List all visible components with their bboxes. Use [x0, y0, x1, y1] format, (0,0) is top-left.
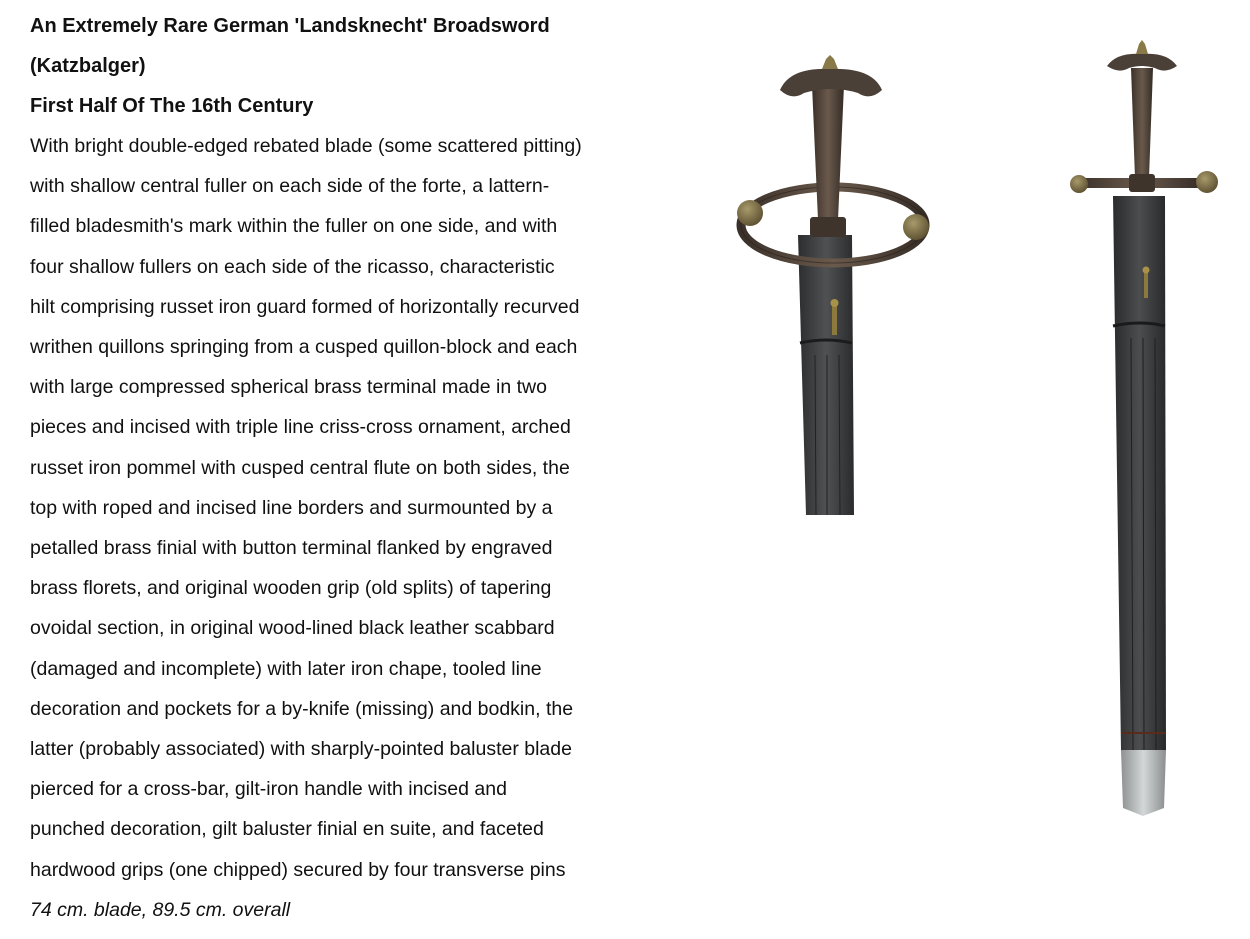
description-line: with large compressed spherical brass terminal made in two: [30, 376, 547, 399]
description-line: filled bladesmith's mark within the fuller on one side, and with: [30, 215, 558, 238]
description-line: punched decoration, gilt baluster finial en suite, and faceted: [30, 818, 544, 841]
subtitle-date: First Half Of The 16th Century: [30, 95, 314, 117]
description-line: with shallow central fuller on each side of the forte, a lattern-: [30, 175, 550, 198]
description-line: decoration and pockets for a by-knife (missing) and bodkin, the: [30, 697, 574, 720]
listing-text: [30, 6, 690, 930]
sword-hilt-photo: [730, 55, 940, 525]
description-line: writhen quillons springing from a cusped quillon-block and each: [30, 336, 578, 359]
title-line-2: (Katzbalger): [30, 55, 146, 77]
sword-hilt-illustration: [730, 55, 940, 525]
description-line: ovoidal section, in original wood-lined black leather scabbard: [30, 617, 555, 640]
sword-full-photo: [1065, 38, 1225, 823]
description-line: pierced for a cross-bar, gilt-iron handle with incised and: [30, 778, 507, 801]
description-line: top with roped and incised line borders and surmounted by a: [30, 496, 553, 519]
title-line-1: An Extremely Rare German 'Landsknecht' Broadsword: [30, 15, 550, 37]
sword-full-illustration: [1065, 38, 1225, 823]
description-line: four shallow fullers on each side of the ricasso, characteristic: [30, 255, 555, 278]
description-line: petalled brass finial with button terminal flanked by engraved: [30, 537, 553, 560]
description-line: pieces and incised with triple line criss-cross ornament, arched: [30, 416, 571, 439]
description-line: russet iron pommel with cusped central flute on both sides, the: [30, 456, 570, 479]
dimensions: 74 cm. blade, 89.5 cm. overall: [30, 898, 291, 921]
description-line: brass florets, and original wooden grip (old splits) of tapering: [30, 577, 552, 600]
description-line: hilt comprising russet iron guard formed of horizontally recurved: [30, 295, 580, 318]
description-line: With bright double-edged rebated blade (some scattered pitting): [30, 135, 582, 157]
description-line: latter (probably associated) with sharply-pointed baluster blade: [30, 738, 572, 761]
description-line: hardwood grips (one chipped) secured by four transverse pins: [30, 858, 566, 881]
description-line: (damaged and incomplete) with later iron chape, tooled line: [30, 657, 542, 680]
